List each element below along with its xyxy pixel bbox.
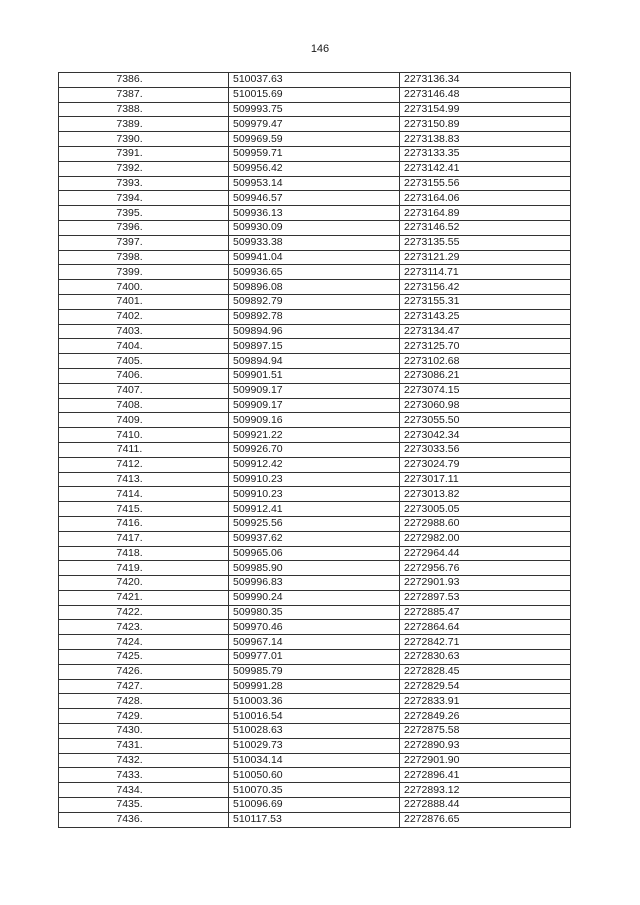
x-coordinate-cell: 509991.28 bbox=[229, 679, 400, 694]
x-coordinate-cell: 509936.65 bbox=[229, 265, 400, 280]
table-row bbox=[59, 768, 571, 783]
table-row bbox=[59, 724, 571, 739]
y-coordinate-cell: 2273121.29 bbox=[400, 250, 571, 265]
table-row bbox=[59, 354, 571, 369]
y-coordinate-cell: 2272875.58 bbox=[400, 724, 571, 739]
point-number-cell: 7418. bbox=[59, 546, 229, 561]
point-number-cell: 7429. bbox=[59, 709, 229, 724]
table-row bbox=[59, 206, 571, 221]
x-coordinate-cell: 510029.73 bbox=[229, 738, 400, 753]
table-row bbox=[59, 620, 571, 635]
table-row bbox=[59, 605, 571, 620]
point-number-cell: 7427. bbox=[59, 679, 229, 694]
y-coordinate-cell: 2272901.90 bbox=[400, 753, 571, 768]
point-number-cell: 7406. bbox=[59, 368, 229, 383]
table-row bbox=[59, 812, 571, 827]
page-number: 146 bbox=[310, 43, 330, 55]
table-row bbox=[59, 650, 571, 665]
y-coordinate-cell: 2273033.56 bbox=[400, 442, 571, 457]
table-row bbox=[59, 783, 571, 798]
point-number-cell: 7432. bbox=[59, 753, 229, 768]
table-row bbox=[59, 161, 571, 176]
table-row bbox=[59, 191, 571, 206]
coordinates-table-body bbox=[59, 73, 571, 828]
point-number-cell: 7404. bbox=[59, 339, 229, 354]
point-number-cell: 7394. bbox=[59, 191, 229, 206]
table-row bbox=[59, 472, 571, 487]
x-coordinate-cell: 509896.08 bbox=[229, 280, 400, 295]
y-coordinate-cell: 2273013.82 bbox=[400, 487, 571, 502]
point-number-cell: 7413. bbox=[59, 472, 229, 487]
table-row bbox=[59, 487, 571, 502]
y-coordinate-cell: 2273017.11 bbox=[400, 472, 571, 487]
table-row bbox=[59, 309, 571, 324]
x-coordinate-cell: 509921.22 bbox=[229, 428, 400, 443]
point-number-cell: 7407. bbox=[59, 383, 229, 398]
x-coordinate-cell: 509910.23 bbox=[229, 472, 400, 487]
table-row bbox=[59, 502, 571, 517]
x-coordinate-cell: 510034.14 bbox=[229, 753, 400, 768]
point-number-cell: 7401. bbox=[59, 294, 229, 309]
x-coordinate-cell: 509892.78 bbox=[229, 309, 400, 324]
x-coordinate-cell: 509956.42 bbox=[229, 161, 400, 176]
table-row bbox=[59, 146, 571, 161]
table-row bbox=[59, 383, 571, 398]
y-coordinate-cell: 2273042.34 bbox=[400, 428, 571, 443]
point-number-cell: 7435. bbox=[59, 798, 229, 813]
y-coordinate-cell: 2273136.34 bbox=[400, 73, 571, 88]
x-coordinate-cell: 509970.46 bbox=[229, 620, 400, 635]
y-coordinate-cell: 2272890.93 bbox=[400, 738, 571, 753]
table-row bbox=[59, 176, 571, 191]
table-row bbox=[59, 428, 571, 443]
table-row bbox=[59, 413, 571, 428]
point-number-cell: 7425. bbox=[59, 650, 229, 665]
x-coordinate-cell: 509946.57 bbox=[229, 191, 400, 206]
y-coordinate-cell: 2273134.47 bbox=[400, 324, 571, 339]
table-row bbox=[59, 590, 571, 605]
x-coordinate-cell: 509977.01 bbox=[229, 650, 400, 665]
y-coordinate-cell: 2273024.79 bbox=[400, 457, 571, 472]
y-coordinate-cell: 2273156.42 bbox=[400, 280, 571, 295]
point-number-cell: 7431. bbox=[59, 738, 229, 753]
x-coordinate-cell: 509894.96 bbox=[229, 324, 400, 339]
y-coordinate-cell: 2273135.55 bbox=[400, 235, 571, 250]
x-coordinate-cell: 509901.51 bbox=[229, 368, 400, 383]
x-coordinate-cell: 510015.69 bbox=[229, 87, 400, 102]
x-coordinate-cell: 510003.36 bbox=[229, 694, 400, 709]
table-row bbox=[59, 87, 571, 102]
point-number-cell: 7411. bbox=[59, 442, 229, 457]
x-coordinate-cell: 509993.75 bbox=[229, 102, 400, 117]
x-coordinate-cell: 509967.14 bbox=[229, 635, 400, 650]
table-row bbox=[59, 576, 571, 591]
x-coordinate-cell: 509990.24 bbox=[229, 590, 400, 605]
table-row bbox=[59, 280, 571, 295]
x-coordinate-cell: 509965.06 bbox=[229, 546, 400, 561]
y-coordinate-cell: 2273154.99 bbox=[400, 102, 571, 117]
y-coordinate-cell: 2273143.25 bbox=[400, 309, 571, 324]
x-coordinate-cell: 509925.56 bbox=[229, 516, 400, 531]
y-coordinate-cell: 2273142.41 bbox=[400, 161, 571, 176]
y-coordinate-cell: 2273150.89 bbox=[400, 117, 571, 132]
table-row bbox=[59, 531, 571, 546]
x-coordinate-cell: 509941.04 bbox=[229, 250, 400, 265]
x-coordinate-cell: 509912.42 bbox=[229, 457, 400, 472]
x-coordinate-cell: 510016.54 bbox=[229, 709, 400, 724]
y-coordinate-cell: 2272896.41 bbox=[400, 768, 571, 783]
y-coordinate-cell: 2272964.44 bbox=[400, 546, 571, 561]
y-coordinate-cell: 2272842.71 bbox=[400, 635, 571, 650]
y-coordinate-cell: 2273102.68 bbox=[400, 354, 571, 369]
x-coordinate-cell: 509953.14 bbox=[229, 176, 400, 191]
table-row bbox=[59, 132, 571, 147]
point-number-cell: 7410. bbox=[59, 428, 229, 443]
x-coordinate-cell: 509910.23 bbox=[229, 487, 400, 502]
point-number-cell: 7392. bbox=[59, 161, 229, 176]
point-number-cell: 7395. bbox=[59, 206, 229, 221]
y-coordinate-cell: 2272956.76 bbox=[400, 561, 571, 576]
table-row bbox=[59, 561, 571, 576]
point-number-cell: 7412. bbox=[59, 457, 229, 472]
y-coordinate-cell: 2273146.48 bbox=[400, 87, 571, 102]
point-number-cell: 7434. bbox=[59, 783, 229, 798]
point-number-cell: 7426. bbox=[59, 664, 229, 679]
y-coordinate-cell: 2273138.83 bbox=[400, 132, 571, 147]
x-coordinate-cell: 509985.79 bbox=[229, 664, 400, 679]
point-number-cell: 7414. bbox=[59, 487, 229, 502]
point-number-cell: 7409. bbox=[59, 413, 229, 428]
point-number-cell: 7433. bbox=[59, 768, 229, 783]
x-coordinate-cell: 509937.62 bbox=[229, 531, 400, 546]
x-coordinate-cell: 509909.16 bbox=[229, 413, 400, 428]
x-coordinate-cell: 510117.53 bbox=[229, 812, 400, 827]
x-coordinate-cell: 509996.83 bbox=[229, 576, 400, 591]
y-coordinate-cell: 2273005.05 bbox=[400, 502, 571, 517]
table-row bbox=[59, 73, 571, 88]
y-coordinate-cell: 2273164.06 bbox=[400, 191, 571, 206]
x-coordinate-cell: 509909.17 bbox=[229, 398, 400, 413]
x-coordinate-cell: 510028.63 bbox=[229, 724, 400, 739]
y-coordinate-cell: 2273155.56 bbox=[400, 176, 571, 191]
point-number-cell: 7398. bbox=[59, 250, 229, 265]
table-row bbox=[59, 442, 571, 457]
coordinates-table bbox=[58, 72, 571, 828]
x-coordinate-cell: 509894.94 bbox=[229, 354, 400, 369]
table-row bbox=[59, 235, 571, 250]
x-coordinate-cell: 509985.90 bbox=[229, 561, 400, 576]
x-coordinate-cell: 510096.69 bbox=[229, 798, 400, 813]
table-row bbox=[59, 339, 571, 354]
y-coordinate-cell: 2272864.64 bbox=[400, 620, 571, 635]
y-coordinate-cell: 2273086.21 bbox=[400, 368, 571, 383]
point-number-cell: 7421. bbox=[59, 590, 229, 605]
table-row bbox=[59, 679, 571, 694]
x-coordinate-cell: 509959.71 bbox=[229, 146, 400, 161]
table-row bbox=[59, 250, 571, 265]
point-number-cell: 7423. bbox=[59, 620, 229, 635]
point-number-cell: 7422. bbox=[59, 605, 229, 620]
x-coordinate-cell: 509912.41 bbox=[229, 502, 400, 517]
y-coordinate-cell: 2272829.54 bbox=[400, 679, 571, 694]
x-coordinate-cell: 509933.38 bbox=[229, 235, 400, 250]
y-coordinate-cell: 2272901.93 bbox=[400, 576, 571, 591]
y-coordinate-cell: 2272988.60 bbox=[400, 516, 571, 531]
point-number-cell: 7396. bbox=[59, 220, 229, 235]
table-row bbox=[59, 635, 571, 650]
x-coordinate-cell: 509936.13 bbox=[229, 206, 400, 221]
x-coordinate-cell: 509892.79 bbox=[229, 294, 400, 309]
point-number-cell: 7408. bbox=[59, 398, 229, 413]
y-coordinate-cell: 2272876.65 bbox=[400, 812, 571, 827]
point-number-cell: 7419. bbox=[59, 561, 229, 576]
table-row bbox=[59, 664, 571, 679]
table-row bbox=[59, 753, 571, 768]
point-number-cell: 7400. bbox=[59, 280, 229, 295]
table-row bbox=[59, 324, 571, 339]
y-coordinate-cell: 2273060.98 bbox=[400, 398, 571, 413]
point-number-cell: 7424. bbox=[59, 635, 229, 650]
table-row bbox=[59, 265, 571, 280]
x-coordinate-cell: 510037.63 bbox=[229, 73, 400, 88]
point-number-cell: 7390. bbox=[59, 132, 229, 147]
y-coordinate-cell: 2272982.00 bbox=[400, 531, 571, 546]
x-coordinate-cell: 509930.09 bbox=[229, 220, 400, 235]
point-number-cell: 7416. bbox=[59, 516, 229, 531]
y-coordinate-cell: 2272888.44 bbox=[400, 798, 571, 813]
table-row bbox=[59, 709, 571, 724]
table-row bbox=[59, 798, 571, 813]
point-number-cell: 7393. bbox=[59, 176, 229, 191]
point-number-cell: 7391. bbox=[59, 146, 229, 161]
x-coordinate-cell: 509909.17 bbox=[229, 383, 400, 398]
table-row bbox=[59, 694, 571, 709]
point-number-cell: 7415. bbox=[59, 502, 229, 517]
y-coordinate-cell: 2273146.52 bbox=[400, 220, 571, 235]
y-coordinate-cell: 2273164.89 bbox=[400, 206, 571, 221]
point-number-cell: 7403. bbox=[59, 324, 229, 339]
point-number-cell: 7397. bbox=[59, 235, 229, 250]
y-coordinate-cell: 2273114.71 bbox=[400, 265, 571, 280]
point-number-cell: 7387. bbox=[59, 87, 229, 102]
y-coordinate-cell: 2273055.50 bbox=[400, 413, 571, 428]
x-coordinate-cell: 510050.60 bbox=[229, 768, 400, 783]
table-row bbox=[59, 457, 571, 472]
point-number-cell: 7386. bbox=[59, 73, 229, 88]
point-number-cell: 7399. bbox=[59, 265, 229, 280]
table-row bbox=[59, 546, 571, 561]
point-number-cell: 7417. bbox=[59, 531, 229, 546]
y-coordinate-cell: 2273155.31 bbox=[400, 294, 571, 309]
x-coordinate-cell: 509979.47 bbox=[229, 117, 400, 132]
point-number-cell: 7436. bbox=[59, 812, 229, 827]
table-row bbox=[59, 516, 571, 531]
table-row bbox=[59, 294, 571, 309]
point-number-cell: 7428. bbox=[59, 694, 229, 709]
x-coordinate-cell: 509980.35 bbox=[229, 605, 400, 620]
y-coordinate-cell: 2272830.63 bbox=[400, 650, 571, 665]
y-coordinate-cell: 2272849.26 bbox=[400, 709, 571, 724]
x-coordinate-cell: 509926.70 bbox=[229, 442, 400, 457]
y-coordinate-cell: 2273125.70 bbox=[400, 339, 571, 354]
table-row bbox=[59, 368, 571, 383]
y-coordinate-cell: 2272893.12 bbox=[400, 783, 571, 798]
y-coordinate-cell: 2272833.91 bbox=[400, 694, 571, 709]
point-number-cell: 7430. bbox=[59, 724, 229, 739]
table-row bbox=[59, 102, 571, 117]
x-coordinate-cell: 509897.15 bbox=[229, 339, 400, 354]
point-number-cell: 7389. bbox=[59, 117, 229, 132]
x-coordinate-cell: 510070.35 bbox=[229, 783, 400, 798]
y-coordinate-cell: 2273074.15 bbox=[400, 383, 571, 398]
point-number-cell: 7420. bbox=[59, 576, 229, 591]
y-coordinate-cell: 2272885.47 bbox=[400, 605, 571, 620]
table-row bbox=[59, 117, 571, 132]
x-coordinate-cell: 509969.59 bbox=[229, 132, 400, 147]
y-coordinate-cell: 2272828.45 bbox=[400, 664, 571, 679]
y-coordinate-cell: 2273133.35 bbox=[400, 146, 571, 161]
table-row bbox=[59, 220, 571, 235]
point-number-cell: 7388. bbox=[59, 102, 229, 117]
point-number-cell: 7402. bbox=[59, 309, 229, 324]
table-row bbox=[59, 738, 571, 753]
point-number-cell: 7405. bbox=[59, 354, 229, 369]
y-coordinate-cell: 2272897.53 bbox=[400, 590, 571, 605]
table-row bbox=[59, 398, 571, 413]
